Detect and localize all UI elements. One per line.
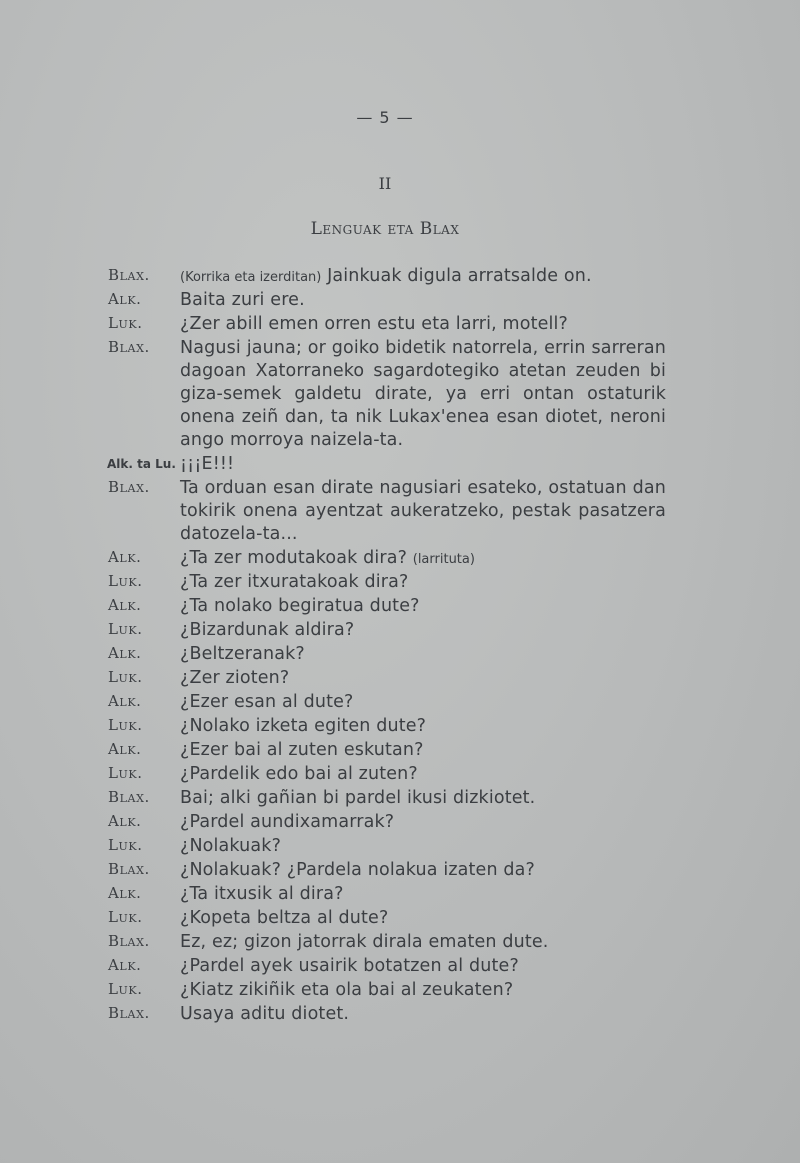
- speech-text: [180, 763, 666, 787]
- dialogue-line: [0, 547, 800, 571]
- dialogue-line: [0, 571, 800, 595]
- speaker-name: Blax.: [108, 478, 150, 496]
- dialogue-line: [0, 453, 800, 477]
- dialogue-line: [0, 667, 800, 691]
- dialogue-line: [0, 883, 800, 907]
- speech-content: ¿Ta nolako begiratua dute?: [180, 596, 420, 616]
- speech-content: Ez, ez; gizon jatorrak dirala ematen dute.: [180, 932, 549, 952]
- speech-content: ¿Pardelik edo bai al zuten?: [180, 764, 418, 784]
- speech-text: [180, 337, 666, 453]
- speech-content: ¿Bizardunak aldira?: [180, 620, 355, 640]
- dialogue-line: [0, 619, 800, 643]
- speech-content: ¿Pardel ayek usairik botatzen al dute?: [180, 956, 519, 976]
- speaker-name: Luk.: [108, 314, 143, 332]
- dialogue-line: [0, 1003, 800, 1027]
- dialogue-line: [0, 739, 800, 763]
- dialogue-line: [0, 691, 800, 715]
- speech-text: [180, 289, 666, 313]
- speech-text: [180, 643, 666, 667]
- speaker-name: Alk.: [108, 596, 142, 614]
- speaker-name: Alk.: [108, 692, 142, 710]
- speech-text: [180, 979, 666, 1003]
- speech-content: ¿Nolako izketa egiten dute?: [180, 716, 427, 736]
- dialogue-line: [0, 835, 800, 859]
- speech-text: [180, 835, 666, 859]
- speaker-name: Luk.: [108, 980, 143, 998]
- speech-content: ¿Beltzeranak?: [180, 644, 305, 664]
- speech-content: Bai; alki gañian bi pardel ikusi dizkiotet.: [180, 788, 536, 808]
- speech-text: [180, 907, 666, 931]
- dialogue-line: [0, 811, 800, 835]
- speaker-name: Blax.: [108, 860, 150, 878]
- speech-content: ¿Nolakuak? ¿Pardela nolakua izaten da?: [180, 860, 535, 880]
- speech-text: [180, 811, 666, 835]
- speaker-name: Luk.: [108, 908, 143, 926]
- dialogue-line: [0, 955, 800, 979]
- speech-content: ¿Nolakuak?: [180, 836, 282, 856]
- speaker-name: Alk.: [108, 884, 142, 902]
- speech-content: ¿Ezer esan al dute?: [180, 692, 354, 712]
- speech-content: Nagusi jauna; or goiko bidetik natorrela, errin sarreran dagoan Xatorraneko sagardotegiko atetan zeuden bi giza-semek galdetu dirate, ya erri ontan ostaturik onena zeiñ dan, ta nik Lukax'enea esan diotet, neroni ango morroya naizela-ta.: [180, 338, 666, 450]
- speech-text: [180, 571, 666, 595]
- speech-content: ¿Kopeta beltza al dute?: [180, 908, 389, 928]
- speech-text: [180, 691, 666, 715]
- speech-content: Ta orduan esan dirate nagusiari esateko, ostatuan dan tokirik onena ayentzat aukeratzeko, pestak pasatzera datozela-ta...: [180, 478, 666, 544]
- section-number: II: [378, 174, 392, 193]
- dialogue-line: [0, 907, 800, 931]
- speaker-name: Luk.: [108, 764, 143, 782]
- scene-title: Lenguak eta Blax: [310, 219, 460, 239]
- dialogue-line: [0, 265, 800, 289]
- dialogue-line: [0, 337, 800, 453]
- speech-text: [180, 265, 666, 289]
- speech-text: [180, 859, 666, 883]
- speaker-name: Alk.: [108, 644, 142, 662]
- speaker-name: Alk.: [108, 290, 142, 308]
- speech-text: [180, 477, 666, 547]
- dialogue-line: [0, 931, 800, 955]
- speech-content: Usaya aditu diotet.: [180, 1004, 350, 1024]
- speaker-name: Alk.: [108, 812, 142, 830]
- speaker-name: Luk.: [108, 620, 143, 638]
- speaker-name: Alk. ta Lu.: [107, 457, 176, 471]
- dialogue-line: [0, 859, 800, 883]
- speech-content: Baita zuri ere.: [180, 290, 305, 310]
- speech-text: [180, 955, 666, 979]
- speech-content: Jainkuak digula arratsalde on.: [321, 266, 592, 286]
- speech-content: ¿Ta zer modutakoak dira?: [180, 548, 413, 568]
- speech-content: ¿Ta zer itxuratakoak dira?: [180, 572, 409, 592]
- speech-text: [180, 667, 666, 691]
- speaker-name: Alk.: [108, 548, 142, 566]
- speech-text: [180, 1003, 666, 1027]
- speech-content: ¿Kiatz zikiñik eta ola bai al zeukaten?: [180, 980, 514, 1000]
- speaker-name: Luk.: [108, 716, 143, 734]
- speaker-name: Luk.: [108, 572, 143, 590]
- speaker-name: Luk.: [108, 836, 143, 854]
- speech-content: ¿Zer zioten?: [180, 668, 290, 688]
- dialogue-line: [0, 289, 800, 313]
- speech-text: [180, 453, 666, 477]
- dialogue-line: [0, 787, 800, 811]
- dialogue-line: [0, 643, 800, 667]
- dialogue-line: [0, 763, 800, 787]
- speaker-name: Blax.: [108, 1004, 150, 1022]
- speech-content: ¿Ezer bai al zuten eskutan?: [180, 740, 424, 760]
- speaker-name: Blax.: [108, 788, 150, 806]
- speech-text: [180, 715, 666, 739]
- speaker-name: Luk.: [108, 668, 143, 686]
- speech-text: [180, 595, 666, 619]
- speech-text: [180, 931, 666, 955]
- dialogue-line: [0, 979, 800, 1003]
- dialogue-line: [0, 477, 800, 547]
- speech-content: ¿Pardel aundixamarrak?: [180, 812, 395, 832]
- speaker-name: Alk.: [108, 740, 142, 758]
- stage-direction: (Korrika eta izerditan): [180, 270, 322, 285]
- speaker-name: Blax.: [108, 932, 150, 950]
- speech-content: ¿Ta itxusik al dira?: [180, 884, 344, 904]
- dialogue-line: [0, 595, 800, 619]
- speaker-name: Blax.: [108, 266, 150, 284]
- dialogue-line: [0, 313, 800, 337]
- speaker-name: Blax.: [108, 338, 150, 356]
- stage-direction: (larrituta): [412, 552, 475, 567]
- speech-content: ¿Zer abill emen orren estu eta larri, motell?: [180, 314, 568, 334]
- dialogue: [0, 265, 800, 1027]
- speech-text: [180, 619, 666, 643]
- speech-text: [180, 547, 666, 571]
- page-number: — 5 —: [356, 108, 414, 127]
- speech-text: [180, 739, 666, 763]
- speech-text: [180, 787, 666, 811]
- speech-text: [180, 883, 666, 907]
- dialogue-line: [0, 715, 800, 739]
- speech-text: [180, 313, 666, 337]
- speaker-name: Alk.: [108, 956, 142, 974]
- speech-content: ¡¡¡E!!!: [180, 454, 235, 474]
